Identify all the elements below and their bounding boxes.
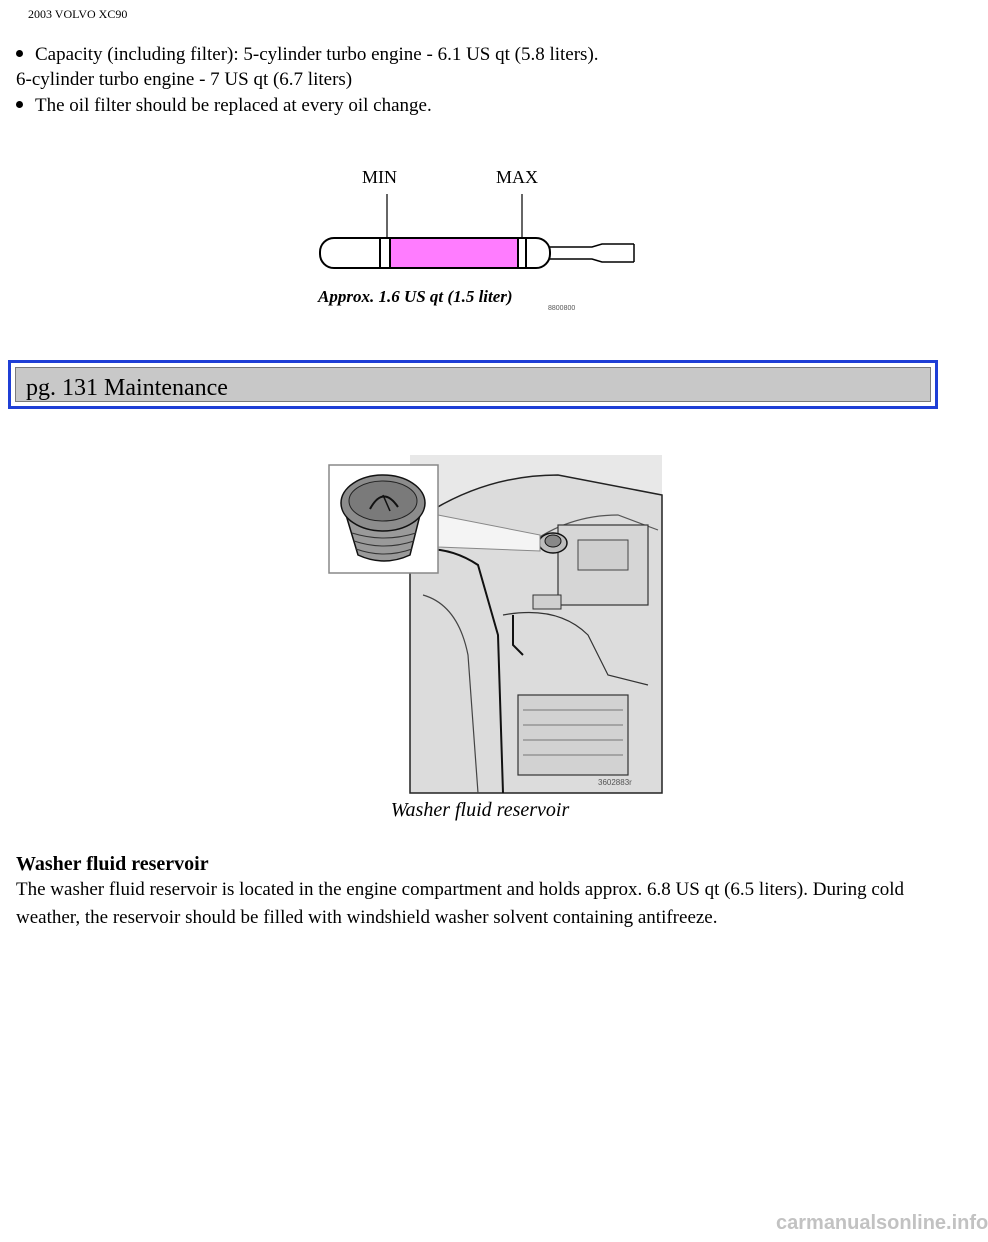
dipstick-min-label: MIN xyxy=(362,167,397,187)
dipstick-handle xyxy=(550,244,634,247)
radiator xyxy=(518,695,628,775)
bullet-icon xyxy=(16,50,23,57)
dipstick-figure-code: 8800800 xyxy=(548,305,576,312)
list-item-oil-filter xyxy=(16,94,432,118)
section-heading-washer: Washer fluid reservoir xyxy=(16,853,209,875)
site-watermark: carmanualsonline.info xyxy=(776,1212,988,1234)
reservoir-figure-code: 3602883r xyxy=(598,778,632,787)
document-title: 2003 VOLVO XC90 xyxy=(28,7,128,21)
dipstick-max-label: MAX xyxy=(496,167,539,187)
dipstick-fill-zone xyxy=(390,239,518,267)
dipstick-capacity-label: Approx. 1.6 US qt (1.5 liter) xyxy=(318,287,513,306)
figure-caption: Washer fluid reservoir xyxy=(390,799,570,821)
washer-reservoir-illustration xyxy=(328,455,662,793)
dipstick-diagram xyxy=(312,158,642,316)
washer-body-text: The washer fluid reservoir is located in the engine compartment and holds approx. 6.8 US qt (6.5 liters). During cold weather, the reservoir should be filled with windshield washer solvent containing antifreeze. xyxy=(16,879,905,928)
banner-inner xyxy=(15,367,931,402)
list-item-oil-capacity xyxy=(16,43,599,67)
page-banner xyxy=(8,360,938,409)
bullet-icon xyxy=(16,101,23,108)
oil-filter-text: The oil filter should be replaced at every oil change. xyxy=(35,95,432,116)
oil-capacity-text: Capacity (including filter): 5-cylinder turbo engine - 6.1 US qt (5.8 liters). xyxy=(35,44,599,65)
page-banner-title: pg. 131 Maintenance xyxy=(26,375,228,401)
oil-capacity-6cyl: 6-cylinder turbo engine - 7 US qt (6.7 liters) xyxy=(16,69,353,90)
